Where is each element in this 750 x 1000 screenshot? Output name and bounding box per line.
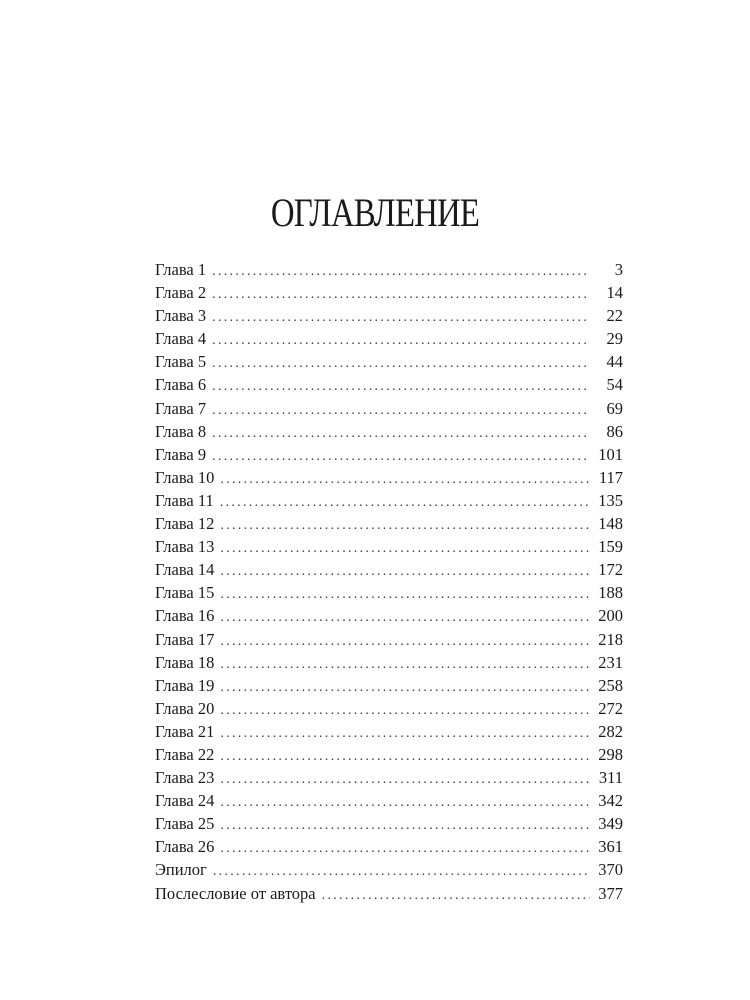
toc-entry-label: Глава 10	[155, 467, 215, 487]
toc-dot-leader	[220, 583, 590, 606]
toc-entry	[155, 812, 623, 835]
toc-entry-page-number: 14	[606, 283, 623, 303]
toc-entry-label: Глава 4	[155, 329, 207, 349]
toc-entry	[155, 720, 623, 743]
toc-dot-leader	[220, 537, 590, 560]
toc-entry-label: Глава 9	[155, 444, 207, 464]
toc-entry	[155, 304, 623, 327]
toc-entry-label: Глава 2	[155, 283, 207, 303]
toc-dot-leader	[220, 630, 590, 653]
toc-entry-label: Глава 23	[155, 768, 215, 788]
toc-entry-label: Глава 8	[155, 421, 207, 441]
toc-entry-page-number: 342	[598, 791, 623, 811]
toc-entry-page-number: 377	[598, 883, 623, 903]
toc-dot-leader	[322, 884, 590, 907]
toc-entry-label: Глава 13	[155, 537, 215, 557]
toc-entry	[155, 697, 623, 720]
toc-dot-leader	[220, 468, 590, 491]
toc-entry	[155, 651, 623, 674]
toc-entry	[155, 766, 623, 789]
toc-list	[155, 258, 623, 905]
toc-entry-label: Глава 17	[155, 629, 215, 649]
toc-entry-page-number: 282	[598, 721, 623, 741]
toc-entry	[155, 373, 623, 396]
toc-entry-label: Глава 3	[155, 306, 207, 326]
toc-entry-page-number: 44	[606, 352, 623, 372]
toc-entry-page-number: 349	[598, 814, 623, 834]
toc-dot-leader	[220, 491, 590, 514]
toc-entry-page-number: 258	[598, 675, 623, 695]
toc-entry-page-number: 86	[606, 421, 623, 441]
toc-entry-page-number: 272	[598, 698, 623, 718]
toc-entry-page-number: 3	[614, 260, 623, 279]
toc-entry	[155, 743, 623, 766]
toc-entry-label: Глава 22	[155, 744, 215, 764]
toc-entry-label: Глава 12	[155, 514, 215, 534]
toc-entry	[155, 882, 623, 905]
toc-dot-leader	[213, 860, 590, 883]
toc-entry	[155, 674, 623, 697]
toc-entry	[155, 397, 623, 420]
toc-dot-leader	[220, 814, 590, 837]
toc-entry	[155, 443, 623, 466]
toc-entry-page-number: 135	[598, 490, 623, 510]
toc-entry	[155, 789, 623, 812]
toc-dot-leader	[220, 653, 590, 676]
toc-entry	[155, 604, 623, 627]
toc-entry	[155, 466, 623, 489]
toc-entry-page-number: 69	[606, 398, 623, 418]
toc-entry-page-number: 218	[598, 629, 623, 649]
toc-dot-leader	[220, 560, 590, 583]
toc-dot-leader	[212, 422, 590, 445]
toc-entry-label: Глава 15	[155, 583, 215, 603]
toc-entry-page-number: 29	[606, 329, 623, 349]
toc-entry	[155, 535, 623, 558]
toc-entry	[155, 558, 623, 581]
toc-entry	[155, 350, 623, 373]
toc-dot-leader	[220, 699, 590, 722]
toc-entry-page-number: 370	[598, 860, 623, 880]
toc-dot-leader	[220, 676, 590, 699]
toc-entry-label: Глава 16	[155, 606, 215, 626]
toc-entry-label: Эпилог	[155, 860, 207, 880]
toc-entry-page-number: 22	[606, 306, 623, 326]
toc-entry-label: Глава 25	[155, 814, 215, 834]
toc-entry-page-number: 200	[598, 606, 623, 626]
toc-dot-leader	[220, 606, 590, 629]
toc-entry-label: Глава 1	[155, 260, 207, 279]
toc-entry	[155, 327, 623, 350]
toc-entry-label: Глава 18	[155, 652, 215, 672]
toc-entry	[155, 581, 623, 604]
toc-entry	[155, 835, 623, 858]
toc-dot-leader	[220, 514, 590, 537]
toc-entry	[155, 858, 623, 881]
toc-entry-page-number: 148	[598, 514, 623, 534]
toc-dot-leader	[212, 329, 590, 352]
toc-entry-label: Глава 6	[155, 375, 207, 395]
toc-dot-leader	[212, 445, 590, 468]
toc-entry-page-number: 101	[598, 444, 623, 464]
toc-entry-page-number: 159	[598, 537, 623, 557]
toc-entry	[155, 512, 623, 535]
toc-entry	[155, 258, 623, 281]
toc-entry-label: Глава 5	[155, 352, 207, 372]
toc-entry-label: Глава 21	[155, 721, 215, 741]
toc-entry	[155, 489, 623, 512]
toc-dot-leader	[220, 745, 590, 768]
toc-dot-leader	[212, 375, 590, 398]
toc-dot-leader	[212, 352, 590, 375]
toc-dot-leader	[220, 722, 590, 745]
toc-dot-leader	[220, 837, 590, 860]
toc-entry-label: Глава 24	[155, 791, 215, 811]
toc-entry-label: Глава 7	[155, 398, 207, 418]
toc-entry	[155, 628, 623, 651]
toc-entry-page-number: 117	[598, 467, 623, 487]
toc-entry-page-number: 361	[598, 837, 623, 857]
toc-dot-leader	[212, 260, 590, 283]
toc-dot-leader	[220, 791, 590, 814]
toc-entry-label: Глава 26	[155, 837, 215, 857]
toc-dot-leader	[220, 768, 590, 791]
toc-dot-leader	[212, 306, 590, 329]
toc-entry-page-number: 188	[598, 583, 623, 603]
toc-entry-page-number: 311	[598, 768, 623, 788]
toc-entry-page-number: 54	[606, 375, 623, 395]
toc-entry-label: Глава 20	[155, 698, 215, 718]
toc-entry	[155, 420, 623, 443]
toc-entry-label: Глава 14	[155, 560, 215, 580]
toc-entry-label: Глава 11	[155, 490, 214, 510]
toc-entry-label: Глава 19	[155, 675, 215, 695]
toc-dot-leader	[212, 283, 590, 306]
toc-entry-page-number: 298	[598, 744, 623, 764]
toc-title: ОГЛАВЛЕНИЕ	[270, 190, 480, 235]
toc-entry-page-number: 172	[598, 560, 623, 580]
toc-entry-label: Послесловие от автора	[155, 883, 316, 903]
toc-dot-leader	[212, 399, 590, 422]
toc-entry	[155, 281, 623, 304]
toc-entry-page-number: 231	[598, 652, 623, 672]
